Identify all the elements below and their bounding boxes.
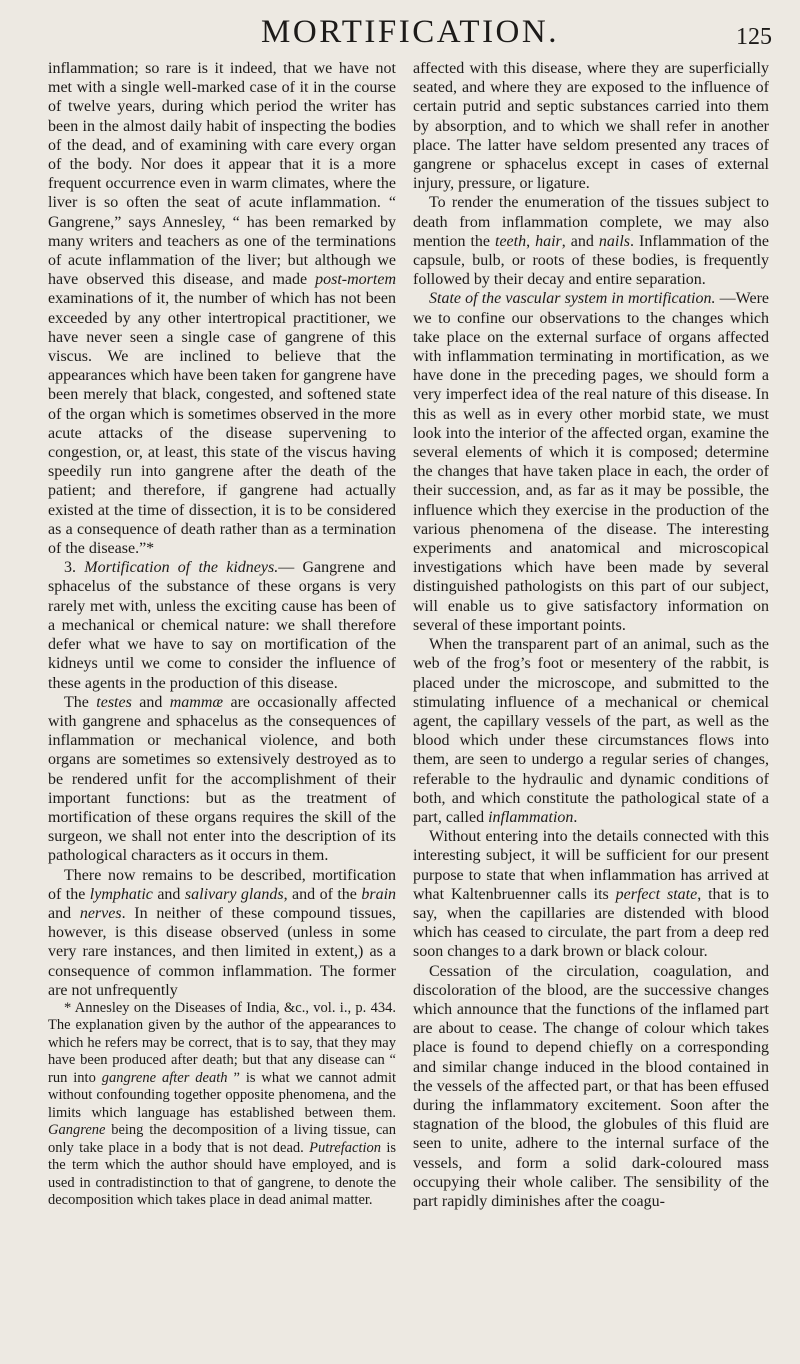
paragraph-vascular: State of the vascular system in mortification. —Were we to confine our observations to the changes which take place on the external surface of organs affected with inflammation terminating in mortification, as we have done in the preceding pages, we should form a very imperfect idea of the real nature of this disease. In this as well as in every other morbid state, we must look into the interior of the affected organ, examine the several elements of which it is composed; determine the changes that have taken place in each, the order of their succession, and, as far as it may be possible, the influence which they exercise in the production of the various phenomena of the disease. The interesting experiments and anatomical and microscopical investigations which have been made by several distinguished pathologists on this part of our subject, will enable us to give satisfactory information on several of these important points. [413,290,769,634]
section-heading: State of the vascular system in mortification. [429,290,716,308]
running-header [48,14,772,54]
paragraph: affected with this disease, where they are superficially seated, and where they are exposed to the influence of certain putrid and septic substances carried into them by absorption, and to which we shall refer in another place. The latter have seldom presented any traces of gangrene or sphacelus except in cases of external injury, pressure, or ligature. [413,60,769,193]
paragraph-kidneys: 3. Mortification of the kidneys.— Gangrene and sphacelus of the substance of these organs is very rarely met with, unless the exciting cause has been of a mechanical or chemical nature: we shall therefore defer what we have to say on mortification of the kidneys until we come to consider the influence of these agents in the production of this disease. [48,559,396,692]
paragraph: inflammation; so rare is it indeed, that we have not met with a single well-marked case of it in the course of twelve years, during which period the writer has been in the almost daily habit of inspecting the bodies of the dead, and of examining with care every organ of the body. Nor does it appear that it is a more frequent occurrence even in warm climates, where the liver is so often the seat of acute inflammation. “ Gangrene,” says Annesley, “ has been remarked by many writers and teachers as one of the terminations of acute inflammation of the liver; but although we have observed this disease, and made post-mortem examinations of it, the number of which has not been exceeded by any other intertropical practitioner, we have never seen a single case of gangrene of this viscus. We are inclined to believe that the appearances which have been taken for gangrene have been merely that black, congested, and softened state of the organ which is sometimes observed in the more acute attacks of the disease supervening to congestion, or, at least, this state of the viscus having speedily run into gangrene after the death of the patient; and therefore, if gangrene had actually existed at the time of dissection, it is to be considered as a consequence of death rather than as a termination of the disease.”* [48,60,396,558]
paragraph-testes: The testes and mammæ are occasionally affected with gangrene and sphacelus as the consequences of inflammation or mechanical violence, and both organs are sometimes so extensively destroyed as to be rendered unfit for the accomplishment of their important functions: but as the treatment of mortification of these organs requires the skill of the surgeon, we shall not enter into the description of its pathological characters as it occurs in them. [48,693,397,865]
section-heading: Mortification of the kidneys. [84,559,279,577]
footnote: * Annesley on the Diseases of India, &c., vol. i., p. 434. The explanation given by the author of the appearances to which he refers may be correct, that is to say, that they may have been produced after death; but that any disease can “ run into gangrene after death ” is what we cannot admit without confounding together opposite phenomena, and the limits which language has established between them. Gangrene being the decomposition of a living tissue, can only take place in a body that is not dead. Putrefaction is the term which the author should have employed, and is used in contradistinction to that of gangrene, to denote the decomposition which takes place in dead animal matter. [48,999,397,1209]
paragraph-microscope: When the transparent part of an animal, such as the web of the frog’s foot or mesentery of the rabbit, is placed under the microscope, and submitted to the stimulating influence of a mechanical or chemical agent, the capillary vessels of the part, as well as the blood which under these circumstances flows into them, are seen to undergo a regular series of changes, referable to the hydraulic and dynamic conditions of both, and which constitute the pathological state of a part, called inflammation. [413,636,769,826]
paragraph-tissues: To render the enumeration of the tissues subject to death from inflammation complete, we may also mention the teeth, hair, and nails. Inflammation of the capsule, bulb, or roots of these bodies, is frequently followed by their decay and entire separation. [413,194,770,289]
left-column [48,59,396,1210]
paragraph-cessation: Cessation of the circulation, coagulation, and discoloration of the blood, are the successive changes which announce that the functions of the inflamed part are about to cease. The change of colour which takes place is found to depend chiefly on a corresponding and similar change induced in the blood contained in the vessels of the affected part, or that has been effused during the inflammatory excitement. Soon after the stagnation of the blood, the globules of this fluid are seen to unite, adhere to the internal surface of the vessels, and form a solid dark-coloured mass occupying their whole caliber. The sensibility of the part rapidly diminishes after the coagu- [413,962,769,1210]
running-title: MORTIFICATION. [261,14,559,50]
right-column [413,59,769,1211]
paragraph-kaltenbruenner: Without entering into the details connected with this interesting subject, it will be sufficient for our present purpose to state that when inflammation has arrived at what Kaltenbruenner calls its perfect state, that is to say, when the capillaries are distended with blood which has ceased to circulate, the part from a deep red soon changes to a dark brown or black colour. [413,828,770,961]
paragraph-glands: There now remains to be described, mortification of the lymphatic and salivary glands, and of the brain and nerves. In neither of these compound tissues, however, is this disease observed (unless in some very rare instances, and then limited in extent,) as a consequence of common inflammation. The former are not unfrequently [48,866,397,999]
page-number: 125 [736,24,772,50]
